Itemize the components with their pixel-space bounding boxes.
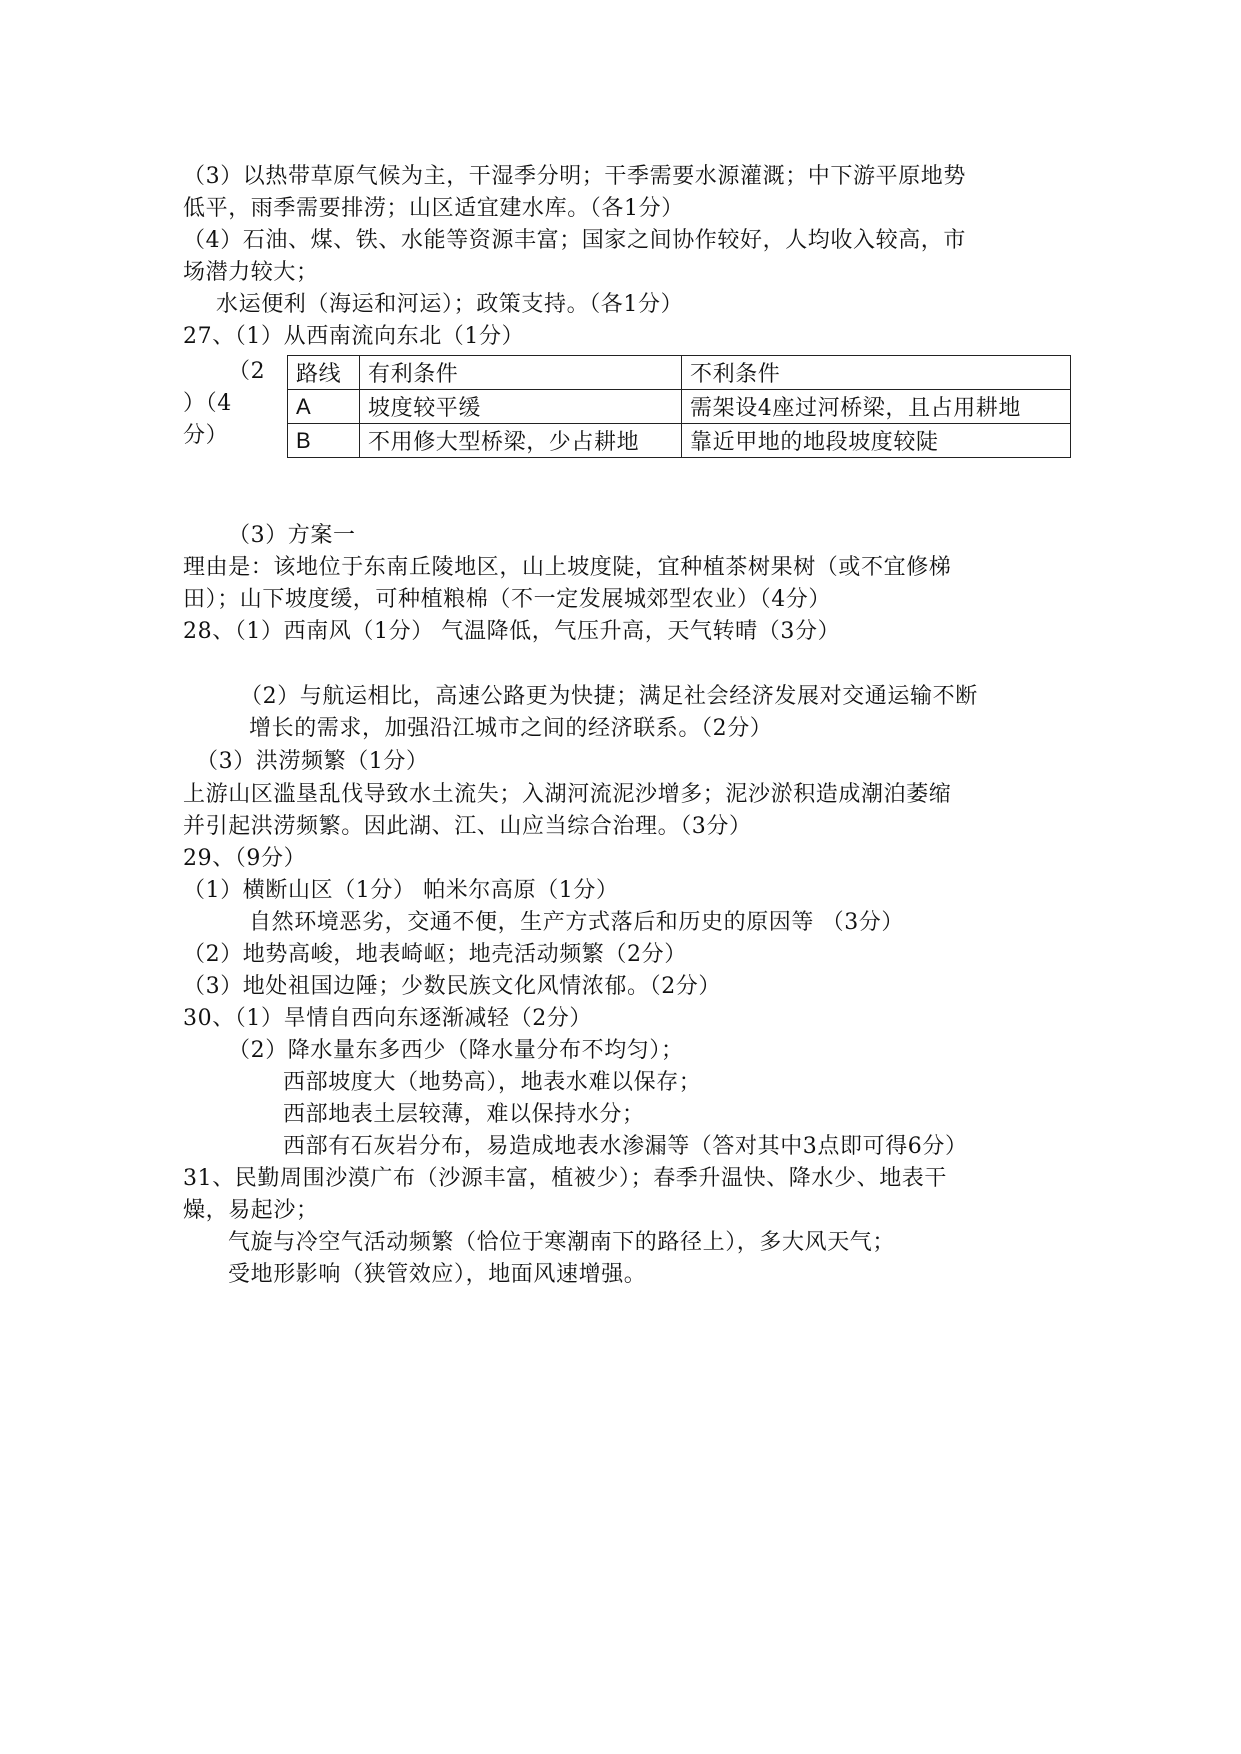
table-row (288, 390, 1071, 424)
q27-part1: 27、（1）从西南流向东北（1分） (183, 324, 525, 349)
q30-part1: 30、（1）旱情自西向东逐渐减轻（2分） (183, 1006, 592, 1031)
q26-part3-line2: 低平，雨季需要排涝；山区适宜建水库。（各1分） (183, 196, 684, 221)
q28-part1: 28、（1）西南风（1分） 气温降低，气压升高，天气转晴（3分） (183, 619, 841, 644)
q26-part4-line1: （4）石油、煤、铁、水能等资源丰富；国家之间协作较好，人均收入较高，市 (183, 228, 966, 253)
q28-part3-line3: 并引起洪涝频繁。因此湖、江、山应当综合治理。（3分） (183, 814, 752, 839)
header-route: 路线 (288, 356, 360, 390)
q29-part1-line1: （1）横断山区（1分） 帕米尔高原（1分） (183, 878, 619, 903)
q27-part2-label-line1: （2 (228, 359, 266, 384)
q26-part4-line3: 水运便利（海运和河运）；政策支持。（各1分） (216, 292, 684, 317)
q31-line4: 受地形影响（狭管效应），地面风速增强。 (228, 1262, 647, 1287)
q27-part3-line1: （3）方案一 (228, 523, 356, 548)
header-advantages: 有利条件 (360, 356, 682, 390)
q26-part3-line1: （3）以热带草原气候为主，干湿季分明；干季需要水源灌溉；中下游平原地势 (183, 164, 966, 189)
q30-part2-line1: （2）降水量东多西少（降水量分布不均匀）； (228, 1038, 684, 1063)
route-comparison-table (287, 355, 1071, 458)
q29-heading: 29、（9分） (183, 846, 307, 871)
q28-part2-line1: （2）与航运相比，高速公路更为快捷；满足社会经济发展对交通运输不断 (240, 684, 978, 709)
route-a-advantage: 坡度较平缓 (360, 390, 682, 424)
q27-part2-label-line2: ）（4 (183, 391, 232, 416)
table-header-row (288, 356, 1071, 390)
route-a-disadvantage: 需架设4座过河桥梁，且占用耕地 (682, 390, 1071, 424)
q28-part2-line2: 增长的需求，加强沿江城市之间的经济联系。（2分） (249, 716, 773, 741)
q29-part3: （3）地处祖国边陲；少数民族文化风情浓郁。（2分） (183, 974, 721, 999)
q28-part3-line2: 上游山区滥垦乱伐导致水土流失；入湖河流泥沙增多；泥沙淤积造成潮泊萎缩 (183, 782, 952, 807)
route-b-advantage: 不用修大型桥梁，少占耕地 (360, 424, 682, 458)
q26-part4-line2: 场潜力较大； (183, 260, 319, 285)
header-disadvantages: 不利条件 (682, 356, 1071, 390)
q30-part2-line4: 西部有石灰岩分布，易造成地表水渗漏等（答对其中3点即可得6分） (283, 1134, 968, 1159)
q29-part1-line2: 自然环境恶劣，交通不便，生产方式落后和历史的原因等 （3分） (249, 910, 904, 935)
q27-part3-line3: 田）；山下坡度缓，可种植粮棉（不一定发展城郊型农业）（4分） (183, 587, 831, 612)
q30-part2-line3: 西部地表土层较薄，难以保持水分； (283, 1102, 645, 1127)
q27-part2-label-line3: 分） (183, 423, 229, 448)
route-b-disadvantage: 靠近甲地的地段坡度较陡 (682, 424, 1071, 458)
q31-line1: 31、民勤周围沙漠广布（沙源丰富，植被少）；春季升温快、降水少、地表干 (183, 1166, 947, 1191)
q31-line3: 气旋与冷空气活动频繁（恰位于寒潮南下的路径上），多大风天气； (228, 1230, 896, 1255)
route-b-label: B (288, 424, 360, 458)
q30-part2-line2: 西部坡度大（地势高），地表水难以保存； (283, 1070, 702, 1095)
route-a-label: A (288, 390, 360, 424)
q31-line2: 燥，易起沙； (183, 1198, 319, 1223)
table-row (288, 424, 1071, 458)
q27-part3-line2: 理由是：该地位于东南丘陵地区，山上坡度陡，宜种植茶树果树（或不宜修梯 (183, 555, 952, 580)
q29-part2: （2）地势高峻，地表崎岖；地壳活动频繁（2分） (183, 942, 687, 967)
q28-part3-line1: （3）洪涝频繁（1分） (196, 749, 429, 774)
